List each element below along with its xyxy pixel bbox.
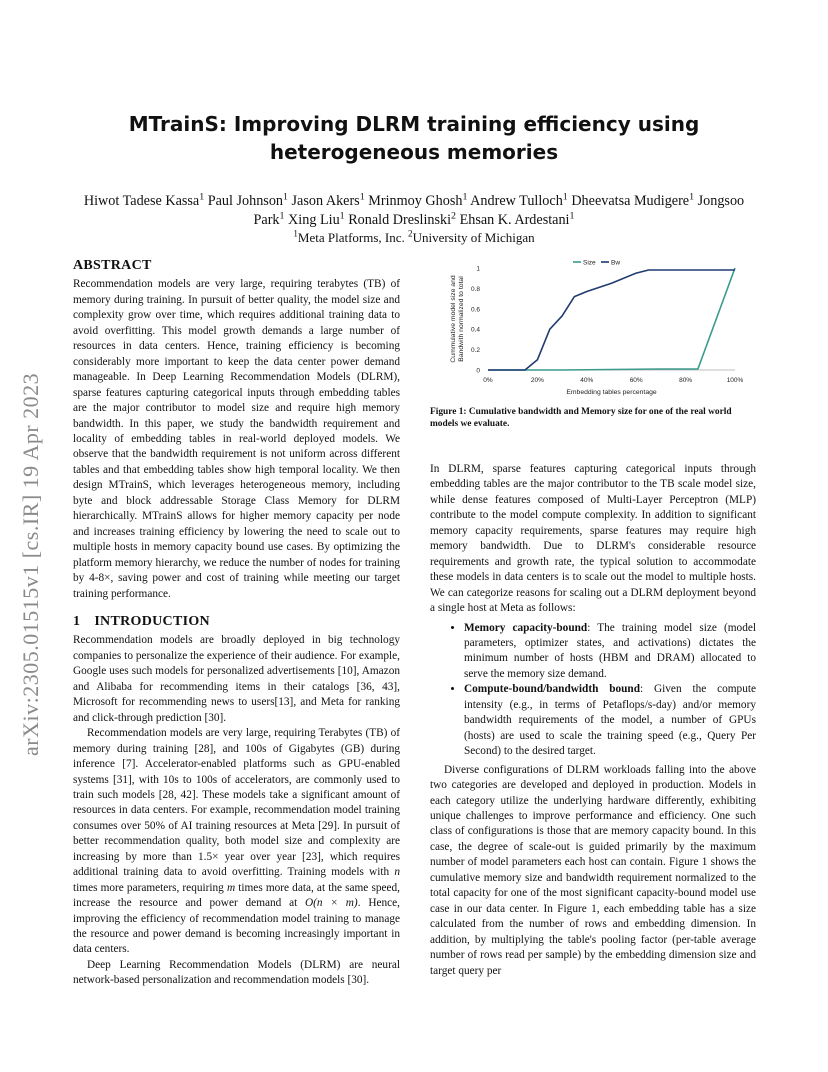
legend-label: Size xyxy=(583,259,596,267)
author: Dheevatsa Mudigere$^1$ xyxy=(571,191,695,209)
figure-1-chart xyxy=(440,254,760,402)
right-paragraph-2: Diverse configurations of DLRM workloads falling into the above two categories are developed and deployed in production. Models in each category utilize the underlying hardware differently, exhibiting unique challenges to improve performance and efficiency. One such class of configurations is those that are memory capacity bound. In this case, the degree of scale-out is guided primarily by the maximum number of model parameters each host can contain. Figure 1 shows the cumulative memory size and bandwidth requirement normalized to the total capacity for one of the most significant capacity-bound model use case in our data center. In Figure 1, each embedding table has a size calculated from the number of rows and embedding dimension. In addition, by multiplying the table's pooling factor (per-table average number of rows read per sample) by the embedding dimension size and target query per xyxy=(430,763,756,977)
intro-heading xyxy=(73,614,400,629)
paper-title xyxy=(60,110,768,166)
author: Jason Akers$^1$ xyxy=(291,191,365,209)
caption-label: Figure 1: xyxy=(430,407,467,417)
title-line-1: MTrainS: Improving DLRM training efficiency using xyxy=(128,112,700,136)
section-number: 1 xyxy=(73,613,81,629)
author: Jongsoo Park$^1$ xyxy=(253,193,745,228)
affiliation: Meta Platforms, Inc. xyxy=(297,230,405,245)
caption-text: Cumulative bandwidth and Memory size for one of the real world models we evaluate. xyxy=(430,407,732,429)
legend-label: Bw xyxy=(611,259,621,267)
right-column xyxy=(430,462,756,979)
author: Ronald Dreslinski$^2$ xyxy=(348,210,457,228)
bullet-item: • Memory capacity-bound: The training model size (model parameters, optimizer states, and activations) dictates the minimum number of hosts (HBM and DRAM) allocated to serve the memory size demand. xyxy=(464,621,756,683)
abstract-text: Recommendation models are very large, requiring terabytes (TB) of memory during training. In pursuit of better quality, the model size and complexity grow over time, which requires additional training data to avoid overfitting. This model growth demands a large number of resources in data centers. Hence, training efficiency is becoming considerably more important to keep the data center power demand manageable. In Deep Learning Recommendation Models (DLRM), sparse features capturing categorical inputs through embedding tables are the major contributor to model size and require high memory bandwidth. In this paper, we study the bandwidth requirement and locality of embedding tables in real-world deployed models. We observe that the bandwidth requirement is not uniform across different tables and that embedding tables show high temporal locality. We then design MTrainS, which leverages heterogeneous memory, including byte and block addressable Storage Class Memory for DLRM hierarchically. MTrainS allows for higher memory capacity per node and increases training efficiency by lowering the need to scale out to multiple hosts in memory capacity bound use cases. By optimizing the platform memory hierarchy, we reduce the number of nodes for training by 4-8×, saving power and cost of training while meeting our target training performance. xyxy=(73,278,400,600)
affiliations: $^1$Meta Platforms, Inc. $^2$University of Michigan xyxy=(293,228,535,245)
y-tick-label: 0.2 xyxy=(470,347,480,355)
y-tick-label: 0.6 xyxy=(470,306,480,314)
author: Xing Liu$^1$ xyxy=(288,210,345,228)
chart-svg xyxy=(440,254,760,402)
author-list xyxy=(70,192,758,230)
x-tick-label: 0% xyxy=(483,377,493,384)
y-tick-label: 0 xyxy=(476,367,480,375)
abstract-heading: ABSTRACT xyxy=(73,258,152,273)
author: Andrew Tulloch$^1$ xyxy=(470,191,568,209)
title-line-2: heterogeneous memories xyxy=(269,140,559,164)
intro-paragraph-1: Recommendation models are broadly deployed in big technology companies to personalize the experience of their audience. For example, Google uses such models for personalized advertisements [10], Amazon and Alibaba for recommending items in their catalogs [36, 43], Microsoft for recommending news to users[13], and Meta for ranking and click-through prediction [30]. xyxy=(73,634,400,724)
x-tick-label: 80% xyxy=(679,377,693,384)
affiliation: University of Michigan xyxy=(412,230,535,245)
y-tick-label: 1 xyxy=(476,265,480,273)
author: Paul Johnson$^1$ xyxy=(207,191,288,209)
x-tick-label: 100% xyxy=(726,377,744,384)
x-axis-title: Embedding tables percentage xyxy=(566,389,657,396)
series-line-bw xyxy=(488,270,735,370)
x-tick-label: 60% xyxy=(629,377,643,384)
x-tick-label: 20% xyxy=(530,377,544,384)
author: Hiwot Tadese Kassa$^1$ xyxy=(83,191,205,209)
bullet-list xyxy=(430,621,756,760)
author: Ehsan K. Ardestani$^1$ xyxy=(459,210,575,228)
section-title: INTRODUCTION xyxy=(94,613,210,629)
y-axis-title-line-2: Bandwith normalized to total xyxy=(458,276,465,362)
intro-paragraph-2: Recommendation models are very large, requiring Terabytes (TB) of memory during training [28], and 100s of Gigabytes (GB) during inference [7]. Accelerator-enabled platforms such as GPU-enabled systems [31], with 10s to 100s of accelerators, are commonly used to train such models [28, 42]. These models take a significant amount of resources in data centers. For example, recommendation model training consumes over 50% of AI training resources at Meta [29]. In pursuit of better recommendation quality, both model size and complexity are increasing by more than 1.5× year over year [23], which requires additional training data to avoid overfitting. Training models with n times more parameters, requiring m times more data, at the same speed, increase the resource and power demand at O(n × m). Hence, improving the efficiency of recommendation model training to manage the resource and power demand is becoming increasingly important in data centers. xyxy=(73,727,400,956)
right-paragraph-1: In DLRM, sparse features capturing categorical inputs through embedding tables are the major contributor to the TB scale model size, while dense features composed of Multi-Layer Perceptron (MLP) contribute to the model compute complexity. In addition to significant memory capacity requirements, sparse features may require high memory bandwidth. Due to DLRM's considerable resource requirements and growth rate, the typical solution to accommodate these models in data centers is to scale out the model to multiple hosts. We can categorize reasons for scaling out a DLRM deployment beyond a single host at Meta as follows: xyxy=(430,463,756,615)
y-tick-label: 0.8 xyxy=(470,285,480,293)
intro-paragraph-3: Deep Learning Recommendation Models (DLRM) are neural network-based personalization and recommendation models [30]. xyxy=(73,958,400,987)
y-axis-title-line-1: Cummulative model size and xyxy=(450,275,457,363)
arxiv-stamp: arXiv:2305.01515v1 [cs.IR] 19 Apr 2023 xyxy=(18,372,43,756)
author: Mrinmoy Ghosh$^1$ xyxy=(368,191,468,209)
figure-1-caption xyxy=(430,406,758,430)
left-column xyxy=(73,258,400,989)
y-tick-label: 0.4 xyxy=(470,326,480,334)
x-tick-label: 40% xyxy=(580,377,594,384)
bullet-item: • Compute-bound/bandwidth bound: Given the compute intensity (e.g., in terms of Petaflops/s-day) and/or memory bandwidth requirements of the model, a number of GPUs (hosts) are used to scale the training speed (e.g., Query Per Second) to the desired target. xyxy=(464,682,756,759)
